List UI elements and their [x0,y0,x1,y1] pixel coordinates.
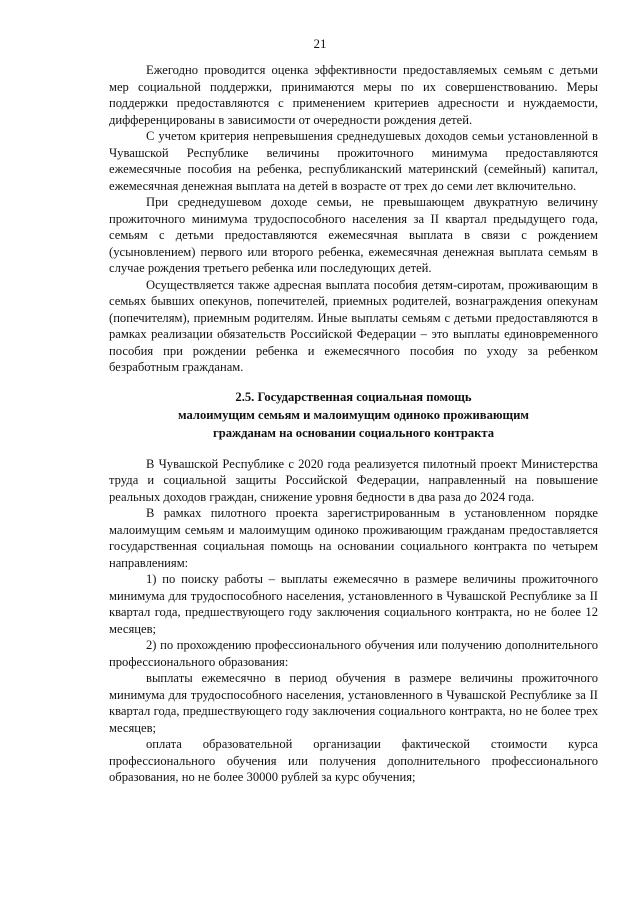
body-paragraph: оплата образовательной организации фактической стоимости курса профессионального обучения или получения дополнительного профессионального образования, но не более 30000 рублей за курс обучения; [109,737,598,784]
body-paragraph: В Чувашской Республике с 2020 года реализуется пилотный проект Министерства труда и социальной защиты Российской Федерации, направленный на повышение реальных доходов граждан, снижение уровня бедности в два раза до 2024 года. [109,456,598,504]
body-paragraph: Осуществляется также адресная выплата пособия детям-сиротам, проживающим в семьях бывших опекунов, попечителей, приемных родителей, вознаграждения опекунам (попечителям), приемным родителям. Иные выплаты семьям с детьми предоставляются в рамках реализации обязательств Российской Федерации – это выплаты единовременного пособия при рождении ребенка и ежемесячного пособия по уходу за ребенком безработным гражданам. [109,277,598,374]
body-paragraph: В рамках пилотного проекта зарегистрированным в установленном порядке малоимущим семьям и малоимущим одиноко проживающим гражданам предоставляется государственная социальная помощь на основании социального контракта по четырем направлениям: [109,506,598,570]
list-item-paragraph: 1) по поиску работы – выплаты ежемесячно в размере величины прожиточного минимума для трудоспособного населения, установленного в Чувашской Республике за II квартал года, предшествующего году заключения социального контракта, но не более 12 месяцев; [109,572,598,636]
section-heading-line: гражданам на основании социального контракта [212,425,495,440]
page-body [109,62,598,786]
section-heading-line: 2.5. Государственная социальная помощь [235,389,472,404]
body-paragraph: С учетом критерия непревышения среднедушевых доходов семьи установленной в Чувашской Республике величины прожиточного минимума предоставляются ежемесячные пособия на ребенка, республиканский материнский (семейный) капитал, ежемесячная денежная выплата на детей в возрасте от трех до семи лет включительно. [109,129,598,193]
body-paragraph: выплаты ежемесячно в период обучения в размере величины прожиточного минимума для трудоспособного населения, установленного в Чувашской Республике за II квартал года, предшествующего году заключения социального контракта, но не более трех месяцев; [109,671,598,735]
body-paragraph: При среднедушевом доходе семьи, не превышающем двукратную величину прожиточного минимума трудоспособного населения за II квартал предыдущего года, семьям с детьми предоставляются ежемесячная выплата в связи с рождением (усыновлением) первого или второго ребенка, ежемесячная денежная выплата семьям в случае рождения третьего ребенка или последующих детей. [109,195,598,275]
page-number: 21 [313,36,327,51]
body-paragraph: Ежегодно проводится оценка эффективности предоставляемых семьям с детьми мер социальной поддержки, принимаются меры по их совершенствованию. Меры поддержки предоставляются с применением критериев адресности и нуждаемости, дифференцированы в зависимости от очередности рождения детей. [109,63,598,127]
section-heading [109,388,598,442]
section-heading-line: малоимущим семьям и малоимущим одиноко проживающим [177,407,529,422]
list-item-paragraph: 2) по прохождению профессионального обучения или получению дополнительного профессионального образования: [109,638,598,669]
